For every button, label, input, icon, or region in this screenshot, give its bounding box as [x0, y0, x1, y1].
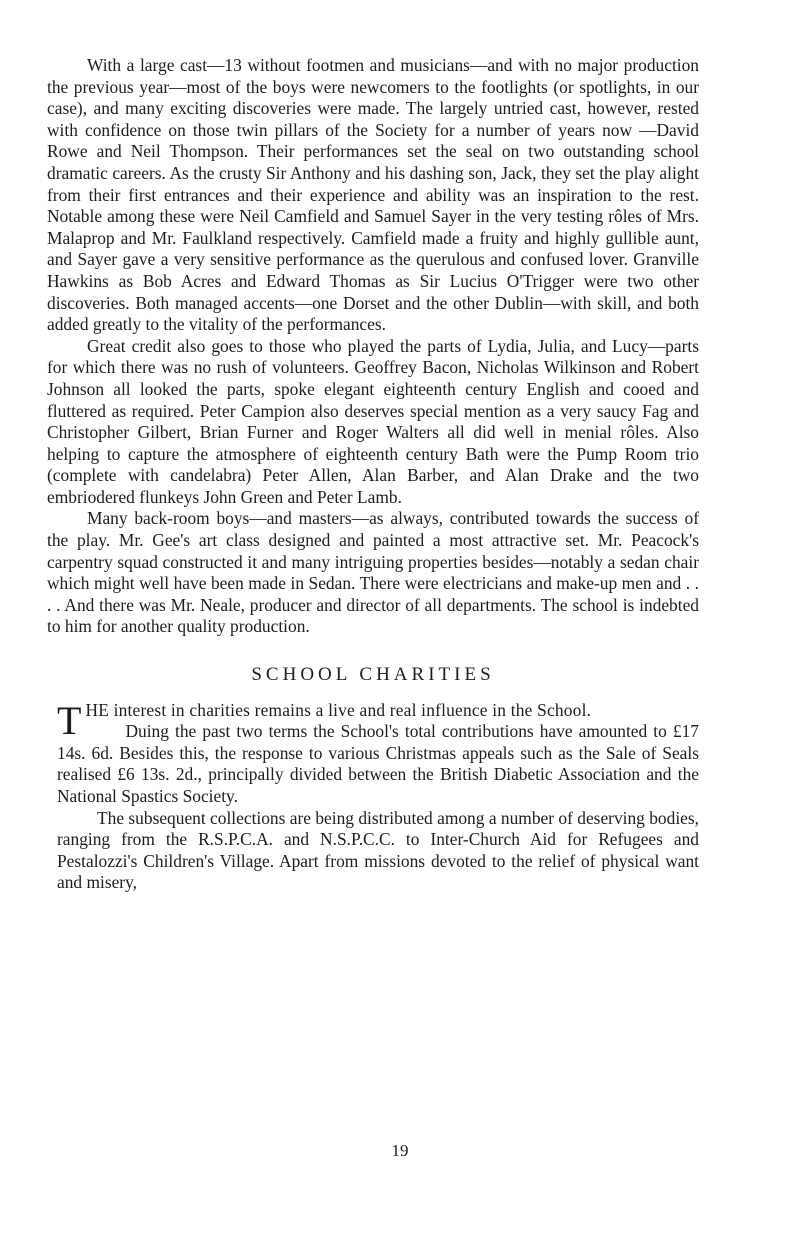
charities-intro-paragraph — [57, 697, 699, 743]
page-number: 19 — [391, 1141, 409, 1160]
article-paragraph: With a large cast—13 without footmen and musicians—and with no major production the previous year—most of the boys were newcomers to the footlights (or spotlights, in our case), and many exciting discoveries were made. The largely untried cast, however, rested with confidence on those twin pillars of the Society for a number of years now —David Rowe and Neil Thompson. Their performances set the seal on two outstanding school dramatic careers. As the crusty Sir Anthony and his dashing son, Jack, they set the play alight from their first entrances and their experience and ability was an inspiration to the rest. Notable among these were Neil Camfield and Samuel Sayer in the very testing rôles of Mrs. Malaprop and Mr. Faulkland respectively. Camfield made a fruity and highly gullible aunt, and Sayer gave a very sensitive performance as the querulous and confused lover. Granville Hawkins as Bob Acres and Edward Thomas as Sir Lucius O'Trigger were two other discoveries. Both managed accents—one Dorset and the other Dublin—with skill, and both added greatly to the vitality of the performances. — [47, 55, 699, 335]
charities-intro-text: HE interest in charities remains a live and real influence in the School. — [85, 699, 592, 720]
article-paragraph: Great credit also goes to those who played the parts of Lydia, Julia, and Lucy—parts for which there was no rush of volunteers. Geoffrey Bacon, Nicholas Wilkinson and Robert Johnson all looked the parts, spoke elegant eighteenth century English and cooed and fluttered as required. Peter Campion also deserves special mention as a very saucy Fag and Christopher Gilbert, Brian Furner and Roger Walters all did well in menial rôles. Also helping to capture the atmosphere of eighteenth century Bath were the Pump Room trio (complete with candelabra) Peter Allen, Alan Barber, and Alan Drake and the two embriodered flunkeys John Green and Peter Lamb. — [47, 335, 699, 507]
page-body — [47, 55, 699, 894]
drop-cap: T — [57, 697, 82, 743]
section-title: SCHOOL CHARITIES — [251, 664, 495, 686]
article-paragraph: Many back-room boys—and masters—as always, contributed towards the success of the play. Mr. Gee's art class designed and painted a most attractive set. Mr. Peacock's carpentry squad constructed it and many intriguing properties besides—notably a sedan chair which might well have been made in Sedan. There were electricians and make-up men and . . . . And there was Mr. Neale, producer and director of all departments. The school is indebted to him for another quality production. — [47, 508, 699, 637]
charities-paragraph: The subsequent collections are being distributed among a number of deserving bodies, ranging from the R.S.P.C.A. and N.S.P.C.C. to Inter-Church Aid for Refugees and Pestalozzi's Children's Village. Apart from missions devoted to the relief of physical want and misery, — [57, 807, 699, 893]
charities-paragraph: Duing the past two terms the School's total contributions have amounted to £17 14s. 6d. Besides this, the response to various Christmas appeals such as the Sale of Seals realised £6 13s. 2d., principally divided between the British Diabetic Association and the National Spastics Society. — [57, 721, 699, 806]
